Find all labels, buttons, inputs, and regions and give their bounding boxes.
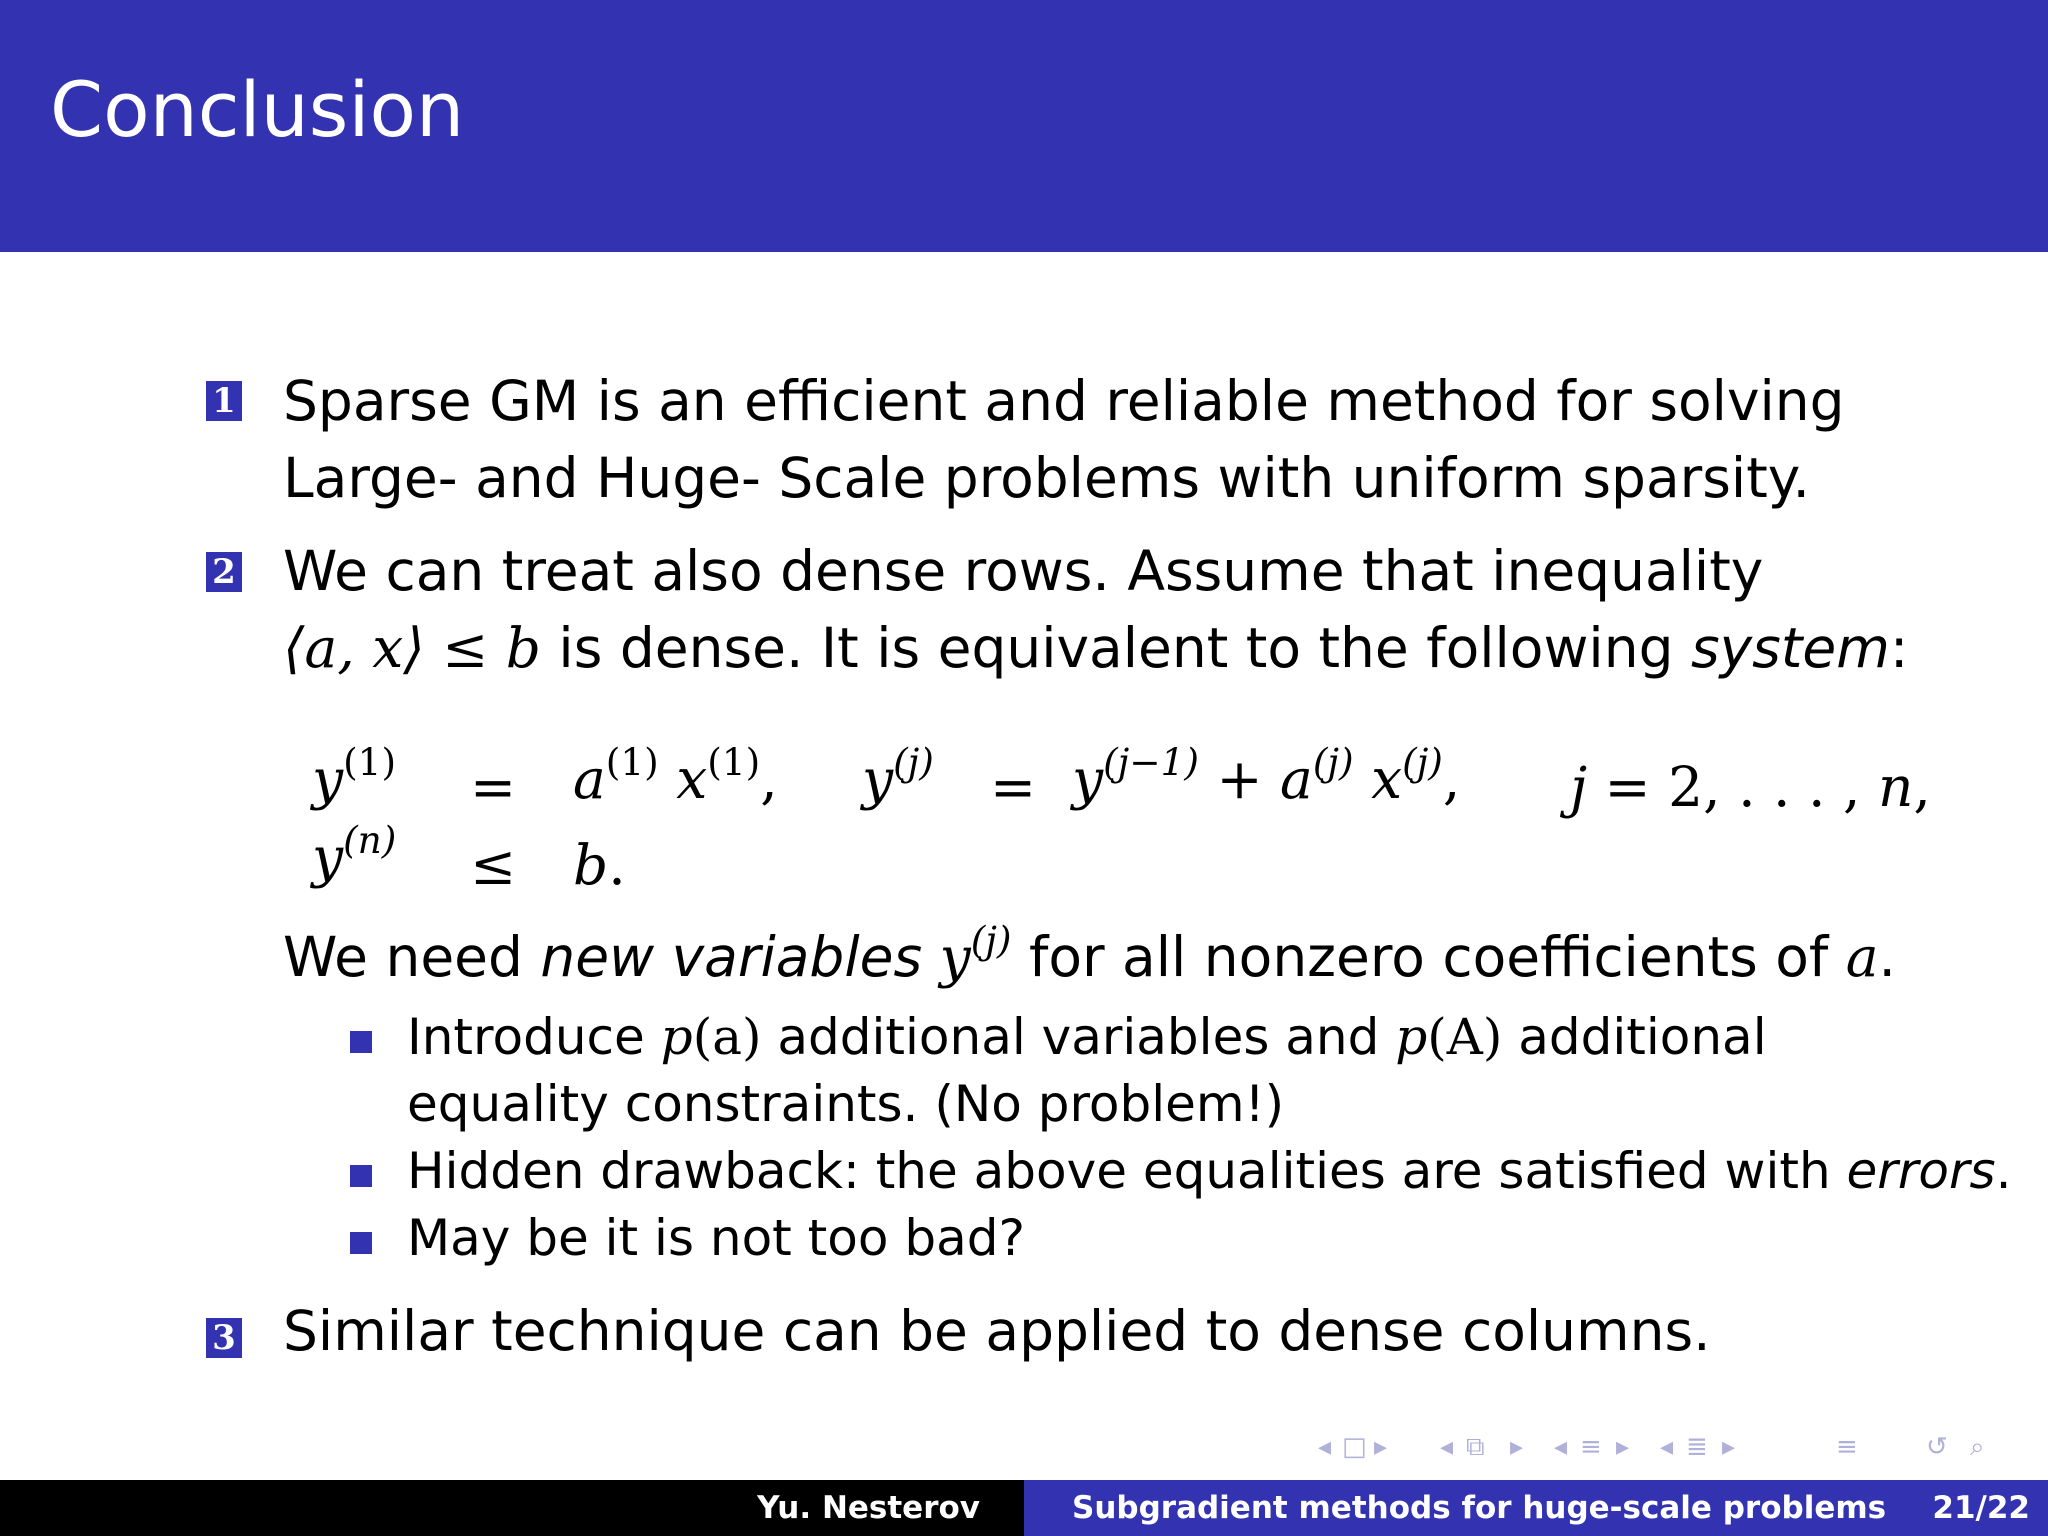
sub-bullet-3 bbox=[350, 1232, 372, 1254]
item-1-line-2: Large- and Huge- Scale problems with uniform sparsity. bbox=[283, 446, 1810, 510]
slide-title: Conclusion bbox=[50, 65, 465, 154]
search-icon[interactable]: ⌕ bbox=[1970, 1432, 1985, 1462]
subsubsection-icon[interactable]: ≣ bbox=[1686, 1432, 1708, 1462]
subitem-1-line-1: Introduce p(a) additional variables and p(A) additional bbox=[407, 1008, 1767, 1066]
equation-row-1-rel: = bbox=[470, 755, 517, 819]
item-number-3: 3 bbox=[206, 1318, 242, 1358]
arrow-left-icon[interactable]: ◂ bbox=[1660, 1432, 1674, 1462]
frame-icon[interactable]: □ bbox=[1342, 1432, 1367, 1462]
item-2-line-1: We can treat also dense rows. Assume that inequality bbox=[283, 539, 1764, 603]
equation-row-1-rhs: $a^{(1)}$ $x^{(1)}$, bbox=[573, 739, 778, 811]
text: is dense. It is equivalent to the following bbox=[540, 616, 1691, 680]
equation-range: j = 2, . . . , n, bbox=[1570, 755, 1931, 819]
equation-row-2-rel: ≤ bbox=[470, 833, 517, 897]
item-number-1: 1 bbox=[206, 381, 242, 421]
equation-row-2-rhs: b. bbox=[573, 833, 626, 897]
emphasis-errors: errors bbox=[1846, 1142, 1996, 1200]
subitem-1-line-2: equality constraints. (No problem!) bbox=[407, 1075, 1285, 1133]
item-1-line-1: Sparse GM is an efficient and reliable method for solving bbox=[283, 369, 1845, 433]
slide-footer bbox=[0, 1480, 2048, 1536]
subitem-3: May be it is not too bad? bbox=[407, 1209, 1025, 1267]
emphasis-system: system bbox=[1690, 616, 1890, 680]
footer-talk-title: Subgradient methods for huge-scale problems bbox=[1072, 1490, 1887, 1526]
arrow-right-icon[interactable]: ▸ bbox=[1722, 1432, 1736, 1462]
sub-bullet-1 bbox=[350, 1031, 372, 1053]
section-icon[interactable]: ⧉ bbox=[1466, 1432, 1485, 1462]
arrow-left-icon[interactable]: ◂ bbox=[1554, 1432, 1568, 1462]
undo-icon[interactable]: ↺ bbox=[1926, 1432, 1948, 1462]
arrow-right-icon[interactable]: ▸ bbox=[1510, 1432, 1524, 1462]
footer-page-number: 21/22 bbox=[1932, 1490, 2030, 1526]
sub-bullet-2 bbox=[350, 1165, 372, 1187]
text: : bbox=[1889, 616, 1909, 680]
item-number-2: 2 bbox=[206, 552, 242, 592]
footer-author-box bbox=[0, 1480, 1024, 1536]
equation-row-1b-rel: = bbox=[990, 755, 1037, 819]
item-3-line-1: Similar technique can be applied to dense columns. bbox=[283, 1299, 1711, 1363]
arrow-left-icon[interactable]: ◂ bbox=[1440, 1432, 1454, 1462]
subitem-2: Hidden drawback: the above equalities are satisfied with errors. bbox=[407, 1142, 2012, 1200]
inner-product-inequality: ⟨a, x⟩ ≤ b bbox=[283, 616, 541, 680]
footer-title-box bbox=[1024, 1480, 2048, 1536]
arrow-right-icon[interactable]: ▸ bbox=[1616, 1432, 1630, 1462]
emphasis-new-variables: new variables bbox=[540, 925, 940, 989]
arrow-right-icon[interactable]: ▸ bbox=[1374, 1432, 1388, 1462]
equation-row-2-lhs: $y^{(n)}$ bbox=[312, 817, 397, 889]
arrow-left-icon[interactable]: ◂ bbox=[1318, 1432, 1332, 1462]
new-variables-line: We need new variables $y^{(j)}$ for all nonzero coefficients of a. bbox=[283, 917, 1897, 989]
equation-row-1b-lhs: $y^{(j)}$ bbox=[862, 739, 934, 811]
footer-author: Yu. Nesterov bbox=[757, 1490, 980, 1526]
navigation-symbols bbox=[1310, 1432, 2040, 1468]
equation-row-1-lhs: $y^{(1)}$ bbox=[312, 739, 397, 811]
item-2-line-2 bbox=[283, 616, 1909, 680]
align-icon[interactable]: ≡ bbox=[1836, 1432, 1858, 1462]
equation-row-1b-rhs: $y^{(j-1)} + a^{(j)}$ $x^{(j)}$, bbox=[1072, 739, 1461, 811]
subsection-icon[interactable]: ≡ bbox=[1580, 1432, 1602, 1462]
